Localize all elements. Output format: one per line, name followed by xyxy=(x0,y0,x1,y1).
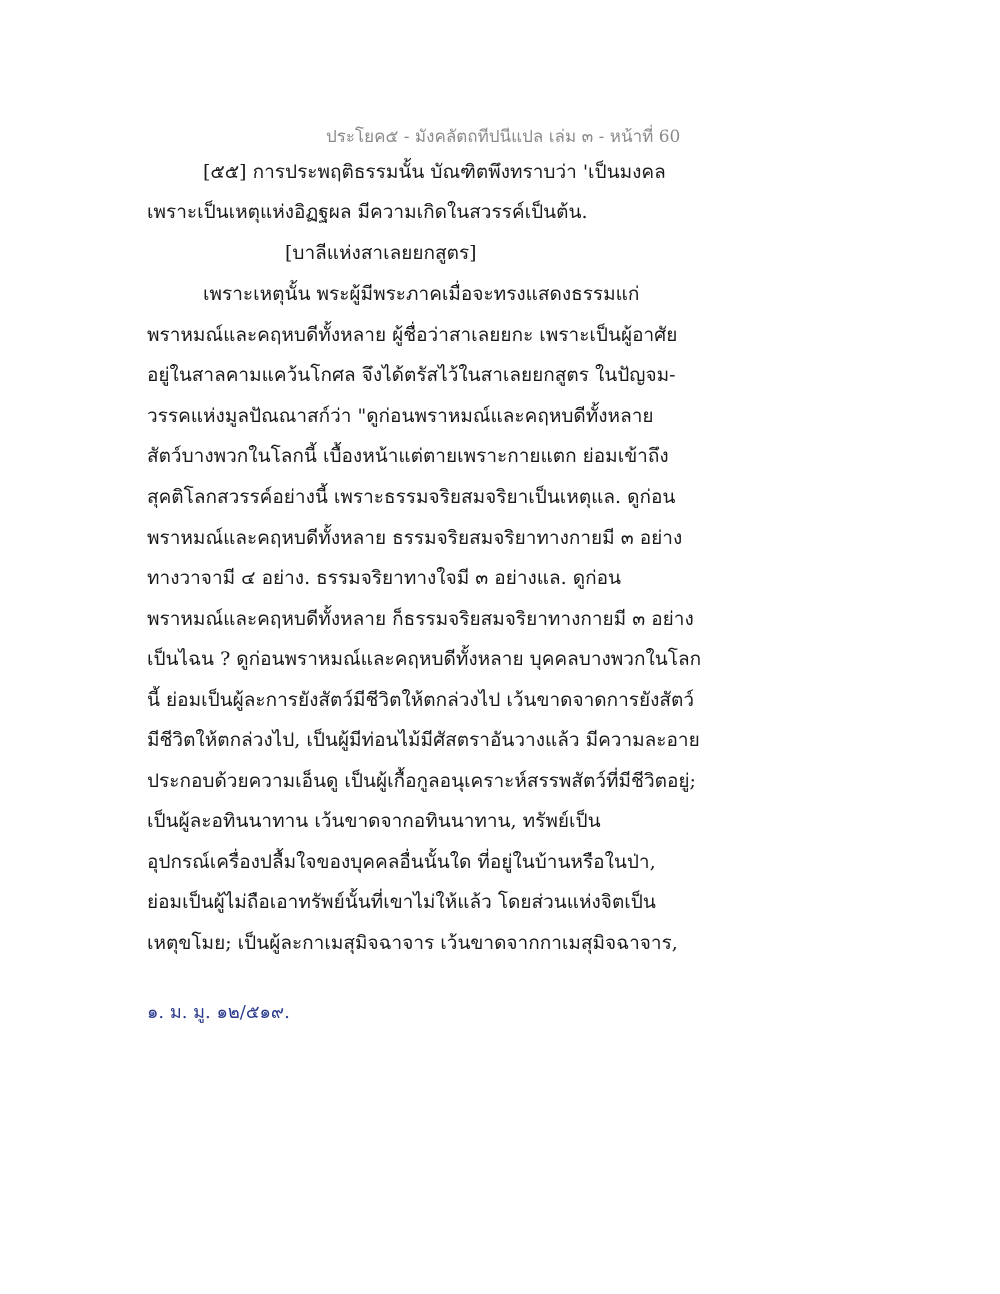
body-line: เหตุขโมย; เป็นผู้ละกาเมสุมิจฉาจาร เว้นขาดจากกาเมสุมิจฉาจาร, xyxy=(147,932,678,954)
body-line: สัตว์บางพวกในโลกนี้ เบื้องหน้าแต่ตายเพราะกายแตก ย่อมเข้าถึง xyxy=(147,445,669,467)
body-line: เป็นผู้ละอทินนาทาน เว้นขาดจากอทินนาทาน, ทรัพย์เป็น xyxy=(147,810,601,832)
footnote: ๑. ม. มู. ๑๒/๕๑๙. xyxy=(147,1002,290,1023)
body-line: ทางวาจามี ๔ อย่าง. ธรรมจริยาทางใจมี ๓ อย่างแล. ดูก่อน xyxy=(147,567,622,589)
body-line: วรรคแห่งมูลปัณณาสก์ว่า "ดูก่อนพราหมณ์และคฤหบดีทั้งหลาย xyxy=(147,405,654,427)
body-line: พราหมณ์และคฤหบดีทั้งหลาย ผู้ชื่อว่าสาเลยยกะ เพราะเป็นผู้อาศัย xyxy=(147,324,678,346)
body-line: เป็นไฉน ? ดูก่อนพราหมณ์และคฤหบดีทั้งหลาย บุคคลบางพวกในโลก xyxy=(147,648,702,670)
body-line: [๕๕] การประพฤติธรรมนั้น บัณฑิตพึงทราบว่า 'เป็นมงคล xyxy=(203,161,666,183)
body-line: มีชีวิตให้ตกล่วงไป, เป็นผู้มีท่อนไม้มีศัสตราอันวางแล้ว มีความละอาย xyxy=(147,729,700,751)
body-line: อุปกรณ์เครื่องปลื้มใจของบุคคลอื่นนั้นใด ที่อยู่ในบ้านหรือในป่า, xyxy=(147,851,656,873)
body-line: นี้ ย่อมเป็นผู้ละการยังสัตว์มีชีวิตให้ตกล่วงไป เว้นขาดจาดการยังสัตว์ xyxy=(147,689,695,711)
body-line: ประกอบด้วยความเอ็นดู เป็นผู้เกื้อกูลอนุเคราะห์สรรพสัตว์ที่มีชีวิตอยู่; xyxy=(147,770,696,792)
page-header: ประโยค๕ - มังคลัตถทีปนีแปล เล่ม ๓ - หน้าที่ 60 xyxy=(326,127,681,147)
body-line: พราหมณ์และคฤหบดีทั้งหลาย ธรรมจริยสมจริยาทางกายมี ๓ อย่าง xyxy=(147,527,683,549)
body-line: พราหมณ์และคฤหบดีทั้งหลาย ก็ธรรมจริยสมจริยาทางกายมี ๓ อย่าง xyxy=(147,608,694,630)
body-line: อยู่ในสาลคามแคว้นโกศล จึงได้ตรัสไว้ในสาเลยยกสูตร ในปัญจม- xyxy=(147,364,676,386)
body-line: เพราะเป็นเหตุแห่งอิฏฐผล มีความเกิดในสวรรค์เป็นต้น. xyxy=(147,201,588,223)
body-line: ย่อมเป็นผู้ไม่ถือเอาทรัพย์นั้นที่เขาไม่ให้แล้ว โดยส่วนแห่งจิตเป็น xyxy=(147,891,656,913)
body-line: เพราะเหตุนั้น พระผู้มีพระภาคเมื่อจะทรงแสดงธรรมแก่ xyxy=(203,283,640,305)
section-heading: [บาลีแห่งสาเลยยกสูตร] xyxy=(285,242,477,264)
body-line: สุคติโลกสวรรค์อย่างนี้ เพราะธรรมจริยสมจริยาเป็นเหตุแล. ดูก่อน xyxy=(147,486,676,508)
